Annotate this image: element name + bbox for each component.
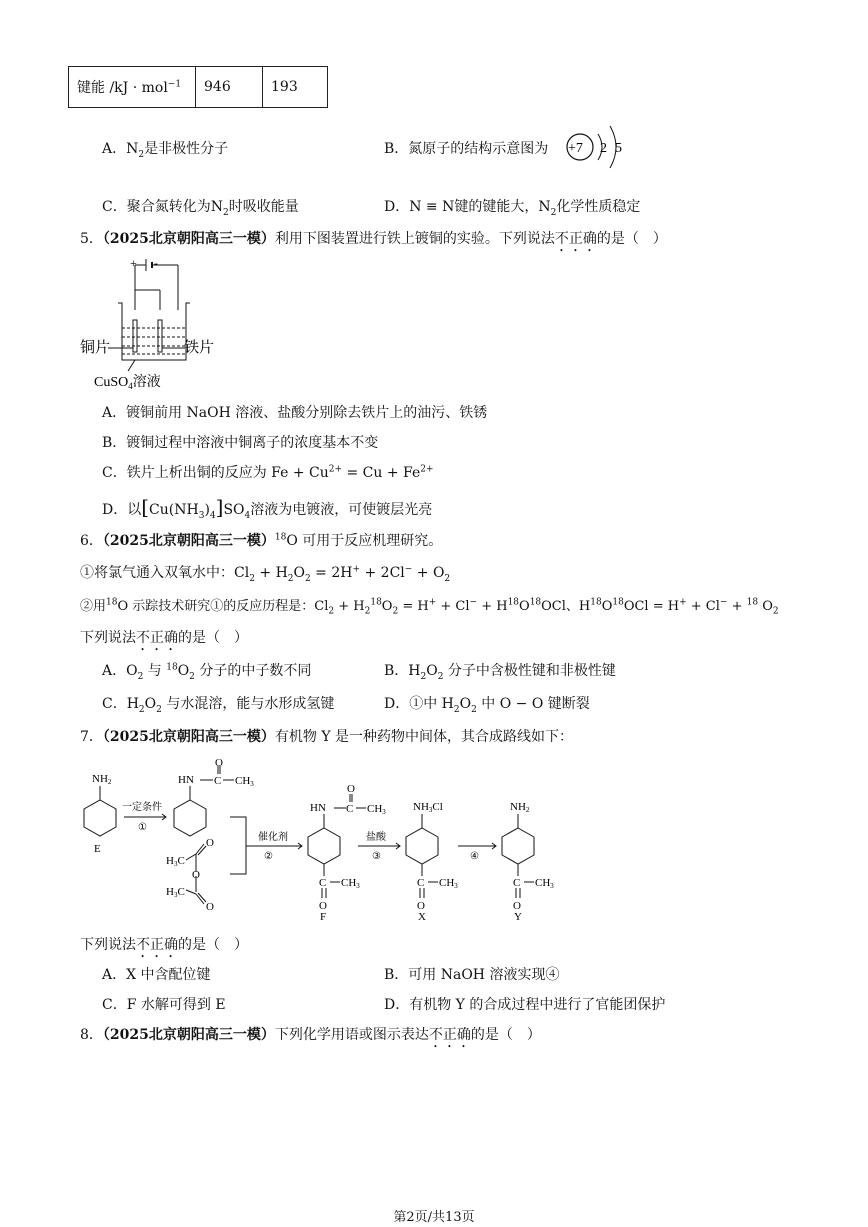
benzene-ring-e	[84, 800, 116, 836]
copper-electrode	[133, 320, 137, 352]
page-footer: 第2页/共13页	[393, 1210, 475, 1225]
question-5-stem: 5．（2025北京朝阳高三一模）利用下图装置进行铁上镀铜的实验。下列说法不正确的是（ ）	[80, 231, 667, 247]
benzene-ring-y	[502, 828, 534, 864]
reaction-line-2: ②用$^{18}$O 示踪技术研究①的反应历程是：$Cl_2 + H_2^{18}O_2 = H^+ + Cl^- + H^{18}O^{18}OCl$、$H^{18}O^{18}OCl = H^+ + Cl^- + ^{18}$ $O_2$	[80, 597, 779, 617]
option-d: D．N ≡ N键的键能大，$N_2$化学性质稳定	[384, 199, 641, 218]
svg-text:O: O	[513, 900, 521, 912]
option-a: A．$O_2$ 与 $^{18}O_2$ 分子的中子数不同	[102, 662, 312, 682]
svg-text:O: O	[215, 757, 223, 769]
svg-text:H3C: H3C	[166, 855, 185, 868]
iron-label: 铁片	[184, 340, 215, 356]
benzene-ring-acetanilide	[174, 800, 206, 836]
svg-text:O: O	[347, 783, 355, 795]
svg-text:C: C	[319, 877, 327, 889]
label-x: X	[418, 911, 426, 923]
option-c: C．$H_2O_2$ 与水混溶，能与水形成氢键	[102, 696, 335, 715]
benzene-ring-f	[308, 828, 340, 864]
svg-text:NH2: NH2	[510, 801, 530, 814]
svg-text:HN: HN	[310, 802, 326, 814]
benzene-ring-x	[406, 828, 438, 864]
option-b: B．$H_2O_2$ 分子中含极性键和非极性键	[384, 663, 616, 682]
table-header-cell: 键能 /kJ · mol$^{-1}$	[69, 67, 196, 108]
nitrogen-atom-diagram	[562, 120, 632, 180]
svg-text:C: C	[214, 775, 222, 787]
option-a: A．镀铜前用 NaOH 溶液、盐酸分别除去铁片上的油污、铁锈	[102, 405, 488, 421]
svg-text:CH3: CH3	[235, 775, 254, 788]
svg-text:O: O	[417, 900, 425, 912]
svg-text:HN: HN	[178, 774, 194, 786]
iron-electrode	[158, 320, 162, 352]
svg-text:④: ④	[470, 851, 479, 862]
option-c: C．聚合氮转化为$N_2$时吸收能量	[102, 199, 299, 218]
svg-text:H3C: H3C	[166, 886, 185, 899]
label-e: E	[94, 843, 101, 855]
svg-text:盐酸: 盐酸	[366, 832, 386, 843]
svg-text:C: C	[346, 803, 354, 815]
question-7-stem: 7．（2025北京朝阳高三一模）有机物 Y 是一种药物中间体，其合成路线如下：	[80, 729, 574, 745]
label-y: Y	[514, 911, 522, 923]
option-a: A．X 中含配位键	[102, 967, 211, 983]
nucleus-label: +7	[568, 141, 583, 156]
question-7-ask: 下列说法不正确的是（ ）	[80, 937, 248, 953]
svg-text:+: +	[130, 256, 137, 270]
svg-text:①: ①	[138, 822, 147, 833]
table-cell: 193	[263, 67, 328, 108]
svg-text:②: ②	[264, 851, 273, 862]
svg-text:CH3: CH3	[367, 803, 386, 816]
svg-text:CH3: CH3	[535, 877, 554, 890]
svg-text:-: -	[154, 256, 158, 270]
option-d: D．有机物 Y 的合成过程中进行了官能团保护	[384, 997, 666, 1013]
option-b: B．氮原子的结构示意图为	[384, 141, 549, 157]
svg-text:一定条件: 一定条件	[122, 802, 162, 813]
svg-text:③: ③	[372, 851, 381, 862]
shell2-label: 5	[615, 141, 622, 156]
svg-text:O: O	[206, 837, 214, 849]
svg-text:CH3: CH3	[439, 877, 458, 890]
svg-text:C: C	[513, 877, 521, 889]
shell1-label: 2	[600, 141, 607, 156]
question-6-ask: 下列说法不正确的是（ ）	[80, 630, 248, 646]
label-f: F	[320, 911, 327, 923]
option-b: B．可用 NaOH 溶液实现④	[384, 967, 560, 983]
question-8-stem: 8．（2025北京朝阳高三一模）下列化学用语或图示表达不正确的是（ ）	[80, 1027, 541, 1043]
svg-text:NH2: NH2	[92, 773, 112, 786]
svg-text:NH3Cl: NH3Cl	[413, 801, 443, 814]
option-b: B．镀铜过程中溶液中铜离子的浓度基本不变	[102, 435, 379, 451]
table-cell: 946	[196, 67, 263, 108]
question-6-stem: 6．（2025北京朝阳高三一模）$^{18}$O 可用于反应机理研究。	[80, 532, 443, 549]
svg-text:CH3: CH3	[341, 877, 360, 890]
svg-text:O: O	[206, 901, 214, 913]
electroplating-apparatus	[80, 255, 240, 390]
option-a: A．$N_2$是非极性分子	[102, 141, 229, 160]
svg-text:催化剂: 催化剂	[258, 832, 288, 843]
option-d: D．以$[Cu(NH_3)_4]SO_4$溶液为电镀液，可使镀层光亮	[102, 495, 433, 521]
svg-text:O: O	[192, 869, 200, 881]
reaction-line-1: ①将氯气通入双氧水中：$Cl_2 + H_2O_2 = 2H^+ + 2Cl^- + O_2$	[80, 564, 451, 584]
svg-text:O: O	[319, 900, 327, 912]
copper-label: 铜片	[80, 340, 111, 356]
solution-label: CuSO$_4$溶液	[94, 375, 161, 391]
option-c: C．F 水解可得到 E	[102, 997, 226, 1013]
synthesis-scheme	[78, 757, 558, 923]
option-d: D．①中 $H_2O_2$ 中 O − O 键断裂	[384, 696, 590, 715]
bond-energy-table	[68, 66, 328, 108]
svg-text:C: C	[417, 877, 425, 889]
option-c: C．铁片上析出铜的反应为 $Fe + Cu^{2+} = Cu + Fe^{2+}$	[102, 464, 434, 481]
